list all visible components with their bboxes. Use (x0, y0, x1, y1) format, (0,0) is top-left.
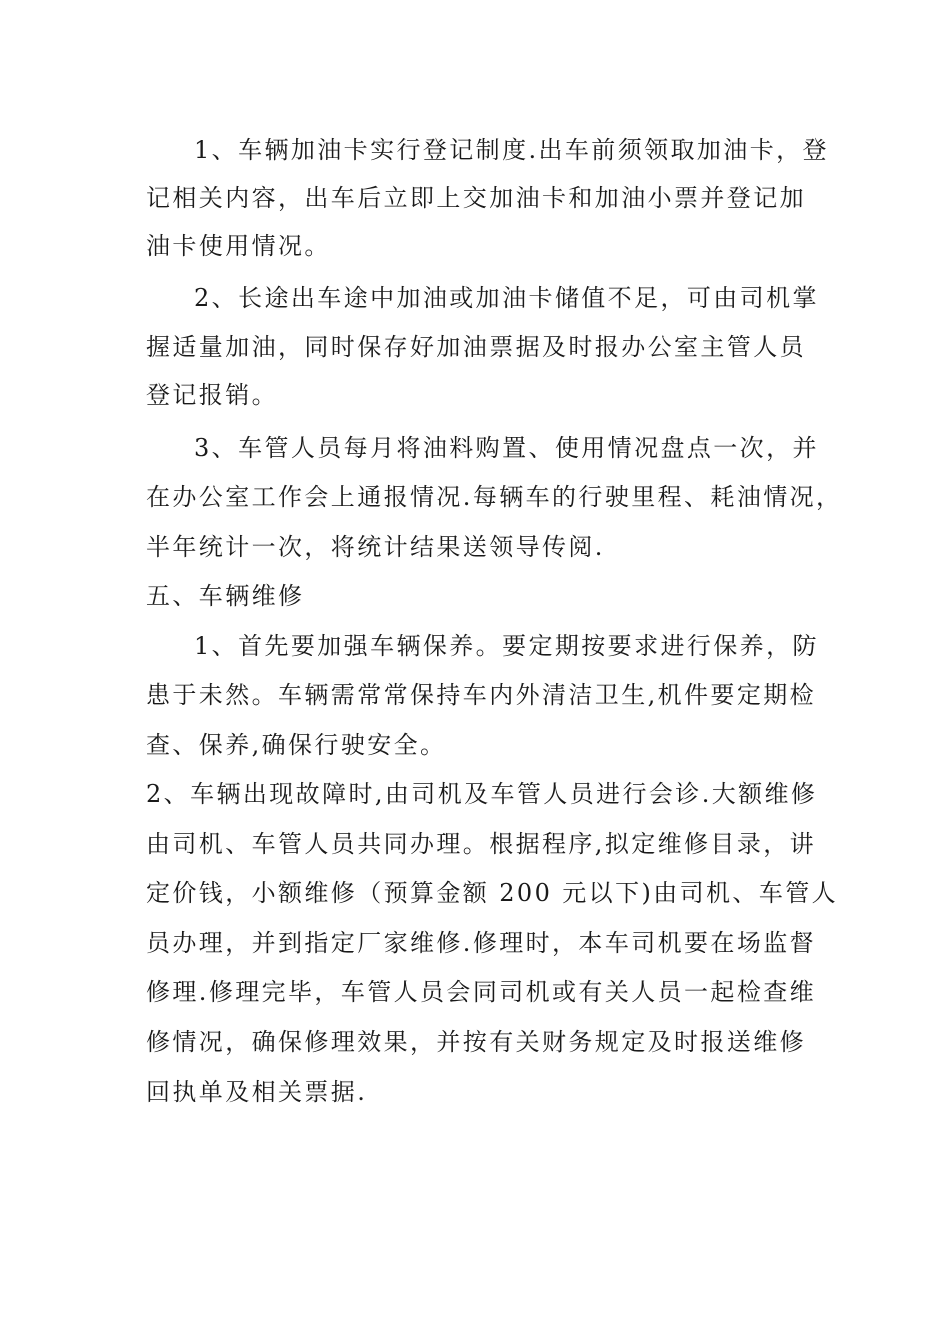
paragraph-line: 记相关内容，出车后立即上交加油卡和加油小票并登记加 (146, 184, 806, 212)
section-heading: 五、车辆维修 (146, 582, 305, 610)
paragraph-line: 修理.修理完毕，车管人员会同司机或有关人员一起检查维 (146, 978, 817, 1006)
paragraph-line: 患于未然。车辆需常常保持车内外清洁卫生,机件要定期检 (146, 681, 817, 709)
paragraph-line: 登记报销。 (146, 381, 278, 409)
paragraph-line: 半年统计一次，将统计结果送领导传阅. (146, 533, 605, 561)
paragraph-line: 2、车辆出现故障时,由司机及车管人员进行会诊.大额维修 (146, 780, 818, 808)
paragraph-line: 1、车辆加油卡实行登记制度.出车前须领取加油卡，登 (194, 136, 829, 164)
paragraph-line: 定价钱，小额维修（预算金额 200 元以下)由司机、车管人 (146, 879, 839, 907)
paragraph-line: 3、车管人员每月将油料购置、使用情况盘点一次，并 (194, 434, 819, 462)
paragraph-line: 由司机、车管人员共同办理。根据程序,拟定维修目录，讲 (146, 830, 817, 858)
paragraph-line: 油卡使用情况。 (146, 232, 331, 260)
paragraph-line: 查、保养,确保行驶安全。 (146, 731, 447, 759)
paragraph-line: 在办公室工作会上通报情况.每辆车的行驶里程、耗油情况， (146, 483, 843, 511)
paragraph-line: 修情况，确保修理效果，并按有关财务规定及时报送维修 (146, 1028, 806, 1056)
paragraph-line: 握适量加油，同时保存好加油票据及时报办公室主管人员 (146, 333, 806, 361)
paragraph-line: 员办理，并到指定厂家维修.修理时，本车司机要在场监督 (146, 929, 817, 957)
paragraph-line: 2、长途出车途中加油或加油卡储值不足，可由司机掌 (194, 284, 819, 312)
paragraph-line: 1、首先要加强车辆保养。要定期按要求进行保养，防 (194, 632, 819, 660)
paragraph-line: 回执单及相关票据. (146, 1078, 368, 1106)
